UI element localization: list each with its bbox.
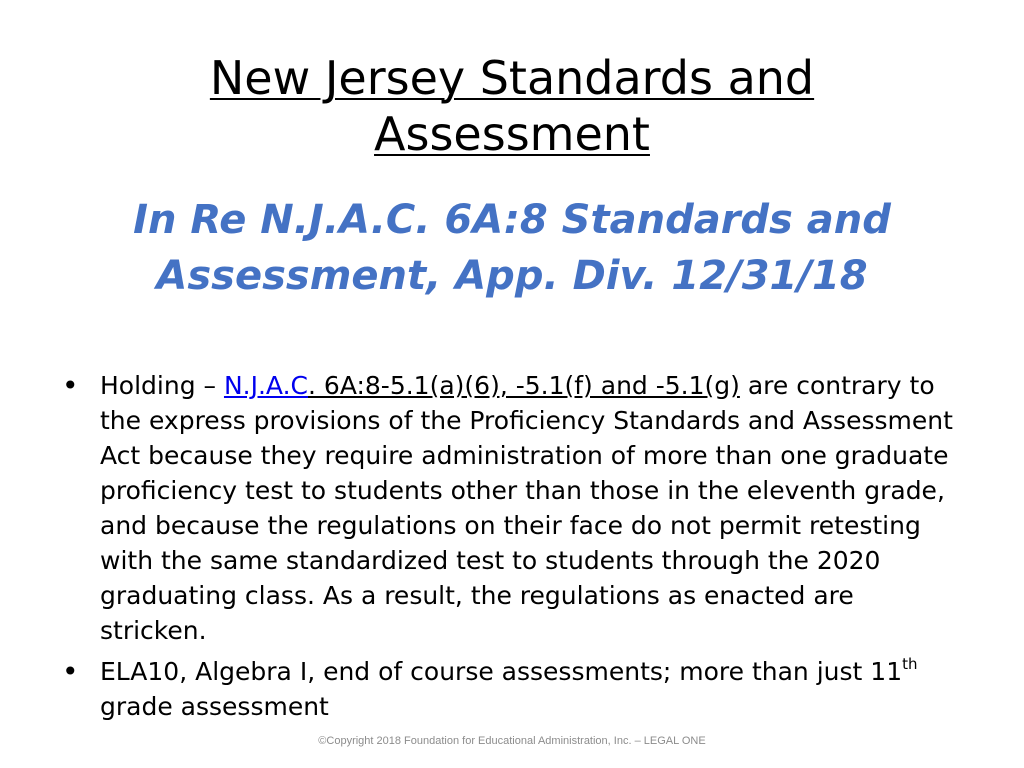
case-citation (130, 192, 894, 304)
assessments-text: ELA10, Algebra I, end of course assessments; more than just 11 (100, 657, 903, 686)
case-citation-line-1: In Re N.J.A.C. 6A:8 Standards and (133, 197, 891, 243)
bullet-item-holding (60, 368, 960, 648)
bullet-list (60, 368, 960, 730)
copyright-footer: ©Copyright 2018 Foundation for Educational Administration, Inc. – LEGAL ONE (318, 735, 706, 747)
slide-title (100, 50, 924, 162)
assessments-text-end: grade assessment (100, 692, 329, 721)
bullet-item-assessments (60, 654, 960, 724)
holding-prefix: Holding – (100, 371, 224, 400)
case-citation-line-2: Assessment, App. Div. 12/31/18 (156, 253, 868, 299)
bullet-icon: • (62, 369, 79, 402)
slide-title-line-2: Assessment (374, 107, 650, 161)
njac-link[interactable]: N.J.A.C (223, 371, 309, 400)
holding-text: are contrary to the express provisions of the Proficiency Standards and Assessment Act because they require administration of more than one graduate proficiency test to students other than those in the eleventh grade, and because the regulations on their face do not permit retesting with the same standardized test to students through the 2020 graduating class. As a result, the regulations as enacted are stricken. (100, 371, 953, 645)
bullet-icon: • (62, 655, 79, 688)
slide-title-line-1: New Jersey Standards and (209, 51, 815, 105)
regulation-citation: . 6A:8-5.1(a)(6), -5.1(f) and -5.1(g) (308, 371, 740, 400)
ordinal-superscript: th (902, 654, 918, 673)
